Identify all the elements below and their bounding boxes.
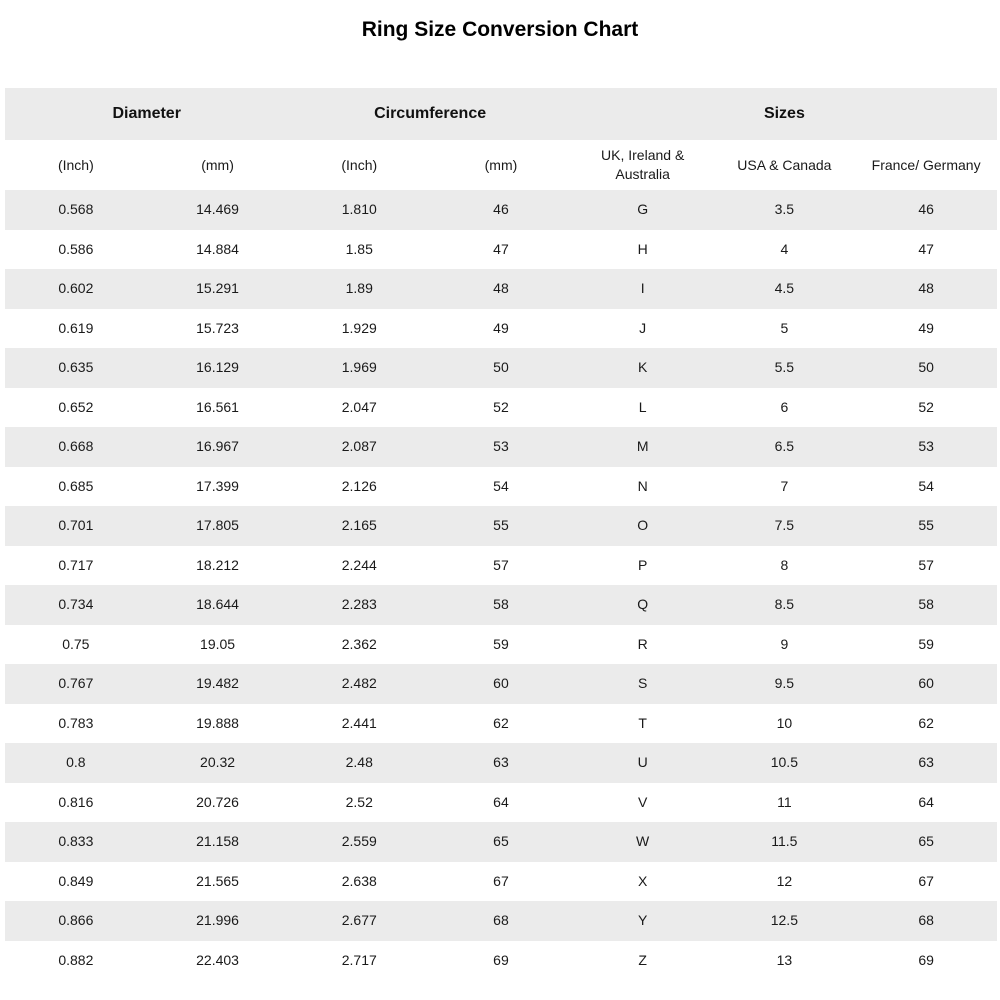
cell: 0.833 [58, 833, 94, 850]
cell: 50 [493, 359, 509, 376]
cell: 68 [918, 912, 934, 929]
cell: 11.5 [771, 833, 798, 850]
cell: 11 [777, 793, 792, 810]
cell: 2.362 [341, 635, 377, 652]
cell: 7.5 [774, 517, 795, 534]
cell: J [639, 319, 647, 336]
column-header-france-germany: France/ Germany [871, 156, 981, 173]
cell: 2.126 [341, 477, 377, 494]
cell: 0.685 [58, 477, 94, 494]
ring-size-conversion-table [5, 88, 997, 980]
cell: 20.32 [200, 754, 236, 771]
table-row [5, 704, 997, 744]
cell: 10 [776, 714, 793, 731]
cell: 0.783 [58, 714, 94, 731]
cell: 65 [918, 833, 934, 850]
column-header-diameter-mm: (mm) [201, 156, 234, 173]
cell: 2.244 [341, 556, 377, 573]
cell: Q [637, 596, 649, 613]
cell: 17.399 [196, 477, 239, 494]
table-row [5, 546, 997, 586]
cell: G [637, 201, 649, 218]
cell: L [638, 398, 647, 415]
cell: 2.48 [345, 754, 373, 771]
cell: 59 [493, 635, 509, 652]
cell: 8 [780, 556, 789, 573]
cell: 15.291 [196, 280, 239, 297]
cell: 63 [918, 754, 934, 771]
cell: 49 [918, 319, 934, 336]
cell: 67 [493, 872, 509, 889]
table-body [5, 190, 997, 980]
cell: 52 [493, 398, 509, 415]
cell: 64 [918, 793, 934, 810]
table-row [5, 822, 997, 862]
cell: 19.888 [196, 714, 239, 731]
cell: 0.717 [58, 556, 94, 573]
table-row [5, 585, 997, 625]
cell: 64 [493, 793, 509, 810]
table-row [5, 467, 997, 507]
cell: 55 [918, 517, 934, 534]
cell: 3.5 [774, 201, 795, 218]
table-header [5, 88, 997, 190]
cell: 20.726 [196, 793, 239, 810]
cell: 59 [918, 635, 934, 652]
cell: 0.568 [58, 201, 94, 218]
column-header-circumference-inch: (Inch) [341, 156, 378, 173]
cell: 1.810 [341, 201, 377, 218]
cell: 13 [776, 951, 793, 968]
cell: 0.882 [58, 951, 94, 968]
cell: 0.734 [58, 596, 94, 613]
cell: 46 [493, 201, 509, 218]
cell: 67 [918, 872, 934, 889]
cell: 2.677 [341, 912, 377, 929]
group-header-diameter: Diameter [112, 105, 181, 123]
cell: 15.723 [196, 319, 239, 336]
table-row [5, 625, 997, 665]
cell: 65 [493, 833, 509, 850]
table-row [5, 190, 997, 230]
cell: 0.849 [58, 872, 94, 889]
cell: 48 [918, 280, 934, 297]
cell: 58 [493, 596, 509, 613]
cell: O [637, 517, 649, 534]
cell: 47 [493, 240, 509, 257]
cell: W [636, 833, 650, 850]
table-row [5, 743, 997, 783]
cell: 9 [780, 635, 789, 652]
cell: V [637, 793, 648, 810]
cell: 0.816 [58, 793, 94, 810]
cell: 0.602 [58, 280, 94, 297]
cell: 17.805 [196, 517, 239, 534]
cell: 50 [918, 359, 934, 376]
cell: 54 [918, 477, 934, 494]
cell: X [637, 872, 648, 889]
cell: 14.469 [196, 201, 239, 218]
cell: Z [638, 951, 647, 968]
cell: 0.8 [66, 754, 86, 771]
cell: 16.129 [196, 359, 239, 376]
cell: 69 [918, 951, 934, 968]
cell: 57 [493, 556, 509, 573]
cell: 58 [918, 596, 934, 613]
column-header-diameter-inch: (Inch) [57, 156, 94, 173]
cell: 0.866 [58, 912, 94, 929]
cell: 2.52 [345, 793, 373, 810]
cell: 2.482 [341, 675, 377, 692]
cell: 47 [918, 240, 934, 257]
cell: 62 [493, 714, 509, 731]
table-row [5, 309, 997, 349]
cell: 60 [918, 675, 934, 692]
cell: 16.561 [196, 398, 239, 415]
table-row [5, 348, 997, 388]
cell: 10.5 [770, 754, 798, 771]
cell: 49 [493, 319, 509, 336]
column-header-uk-ireland-australia: UK, Ireland & Australia [601, 147, 685, 182]
column-header-row [5, 140, 997, 190]
cell: 0.652 [58, 398, 94, 415]
cell: 60 [493, 675, 509, 692]
cell: 6.5 [774, 438, 795, 455]
cell: P [637, 556, 648, 573]
cell: 53 [493, 438, 509, 455]
cell: 18.644 [196, 596, 239, 613]
cell: 2.283 [341, 596, 377, 613]
cell: 0.767 [58, 675, 94, 692]
cell: 4 [780, 240, 789, 257]
cell: 21.565 [196, 872, 239, 889]
cell: 14.884 [196, 240, 239, 257]
cell: 54 [493, 477, 509, 494]
table-row [5, 901, 997, 941]
cell: 12.5 [770, 912, 798, 929]
cell: 2.638 [341, 872, 377, 889]
cell: 63 [493, 754, 509, 771]
cell: 69 [493, 951, 509, 968]
cell: 21.996 [196, 912, 239, 929]
cell: N [637, 477, 648, 494]
cell: 53 [918, 438, 934, 455]
cell: 12 [776, 872, 793, 889]
cell: S [637, 675, 648, 692]
table-row [5, 783, 997, 823]
table-row [5, 269, 997, 309]
cell: 57 [918, 556, 934, 573]
cell: 5 [780, 319, 789, 336]
table-row [5, 388, 997, 428]
cell: I [640, 280, 645, 297]
cell: 48 [493, 280, 509, 297]
cell: 0.701 [58, 517, 94, 534]
cell: 9.5 [774, 675, 795, 692]
group-header-circumference: Circumference [374, 105, 487, 123]
cell: K [637, 359, 648, 376]
cell: 55 [493, 517, 509, 534]
cell: 2.047 [341, 398, 377, 415]
cell: 0.668 [58, 438, 94, 455]
table-row [5, 941, 997, 981]
cell: Y [637, 912, 648, 929]
cell: T [638, 714, 647, 731]
cell: 2.165 [341, 517, 377, 534]
cell: 2.559 [341, 833, 377, 850]
cell: 1.969 [341, 359, 377, 376]
table-row [5, 506, 997, 546]
cell: 5.5 [774, 359, 795, 376]
cell: 62 [918, 714, 934, 731]
page-title: Ring Size Conversion Chart [361, 18, 639, 41]
cell: 22.403 [196, 951, 239, 968]
cell: 46 [918, 201, 934, 218]
cell: 19.05 [200, 635, 236, 652]
cell: M [636, 438, 649, 455]
cell: 1.929 [341, 319, 377, 336]
cell: 7 [780, 477, 789, 494]
column-header-usa-canada: USA & Canada [737, 156, 832, 173]
cell: 2.441 [341, 714, 377, 731]
cell: 19.482 [196, 675, 239, 692]
cell: H [637, 240, 648, 257]
column-header-circumference-mm: (mm) [484, 156, 518, 173]
cell: 4.5 [774, 280, 795, 297]
cell: 2.087 [341, 438, 377, 455]
cell: 18.212 [196, 556, 239, 573]
cell: 0.75 [62, 635, 90, 652]
cell: 2.717 [341, 951, 377, 968]
cell: R [637, 635, 648, 652]
cell: 6 [780, 398, 789, 415]
cell: 0.586 [58, 240, 94, 257]
cell: 0.635 [58, 359, 94, 376]
cell: 21.158 [196, 833, 239, 850]
group-header-row [5, 88, 997, 140]
table-row [5, 427, 997, 467]
cell: 1.89 [345, 280, 373, 297]
cell: 8.5 [774, 596, 795, 613]
cell: 1.85 [345, 240, 373, 257]
cell: 16.967 [196, 438, 239, 455]
cell: U [637, 754, 648, 771]
cell: 68 [493, 912, 509, 929]
cell: 0.619 [58, 319, 94, 336]
table-row [5, 230, 997, 270]
table-row [5, 664, 997, 704]
cell: 52 [918, 398, 934, 415]
table-row [5, 862, 997, 902]
group-header-sizes: Sizes [763, 105, 805, 123]
